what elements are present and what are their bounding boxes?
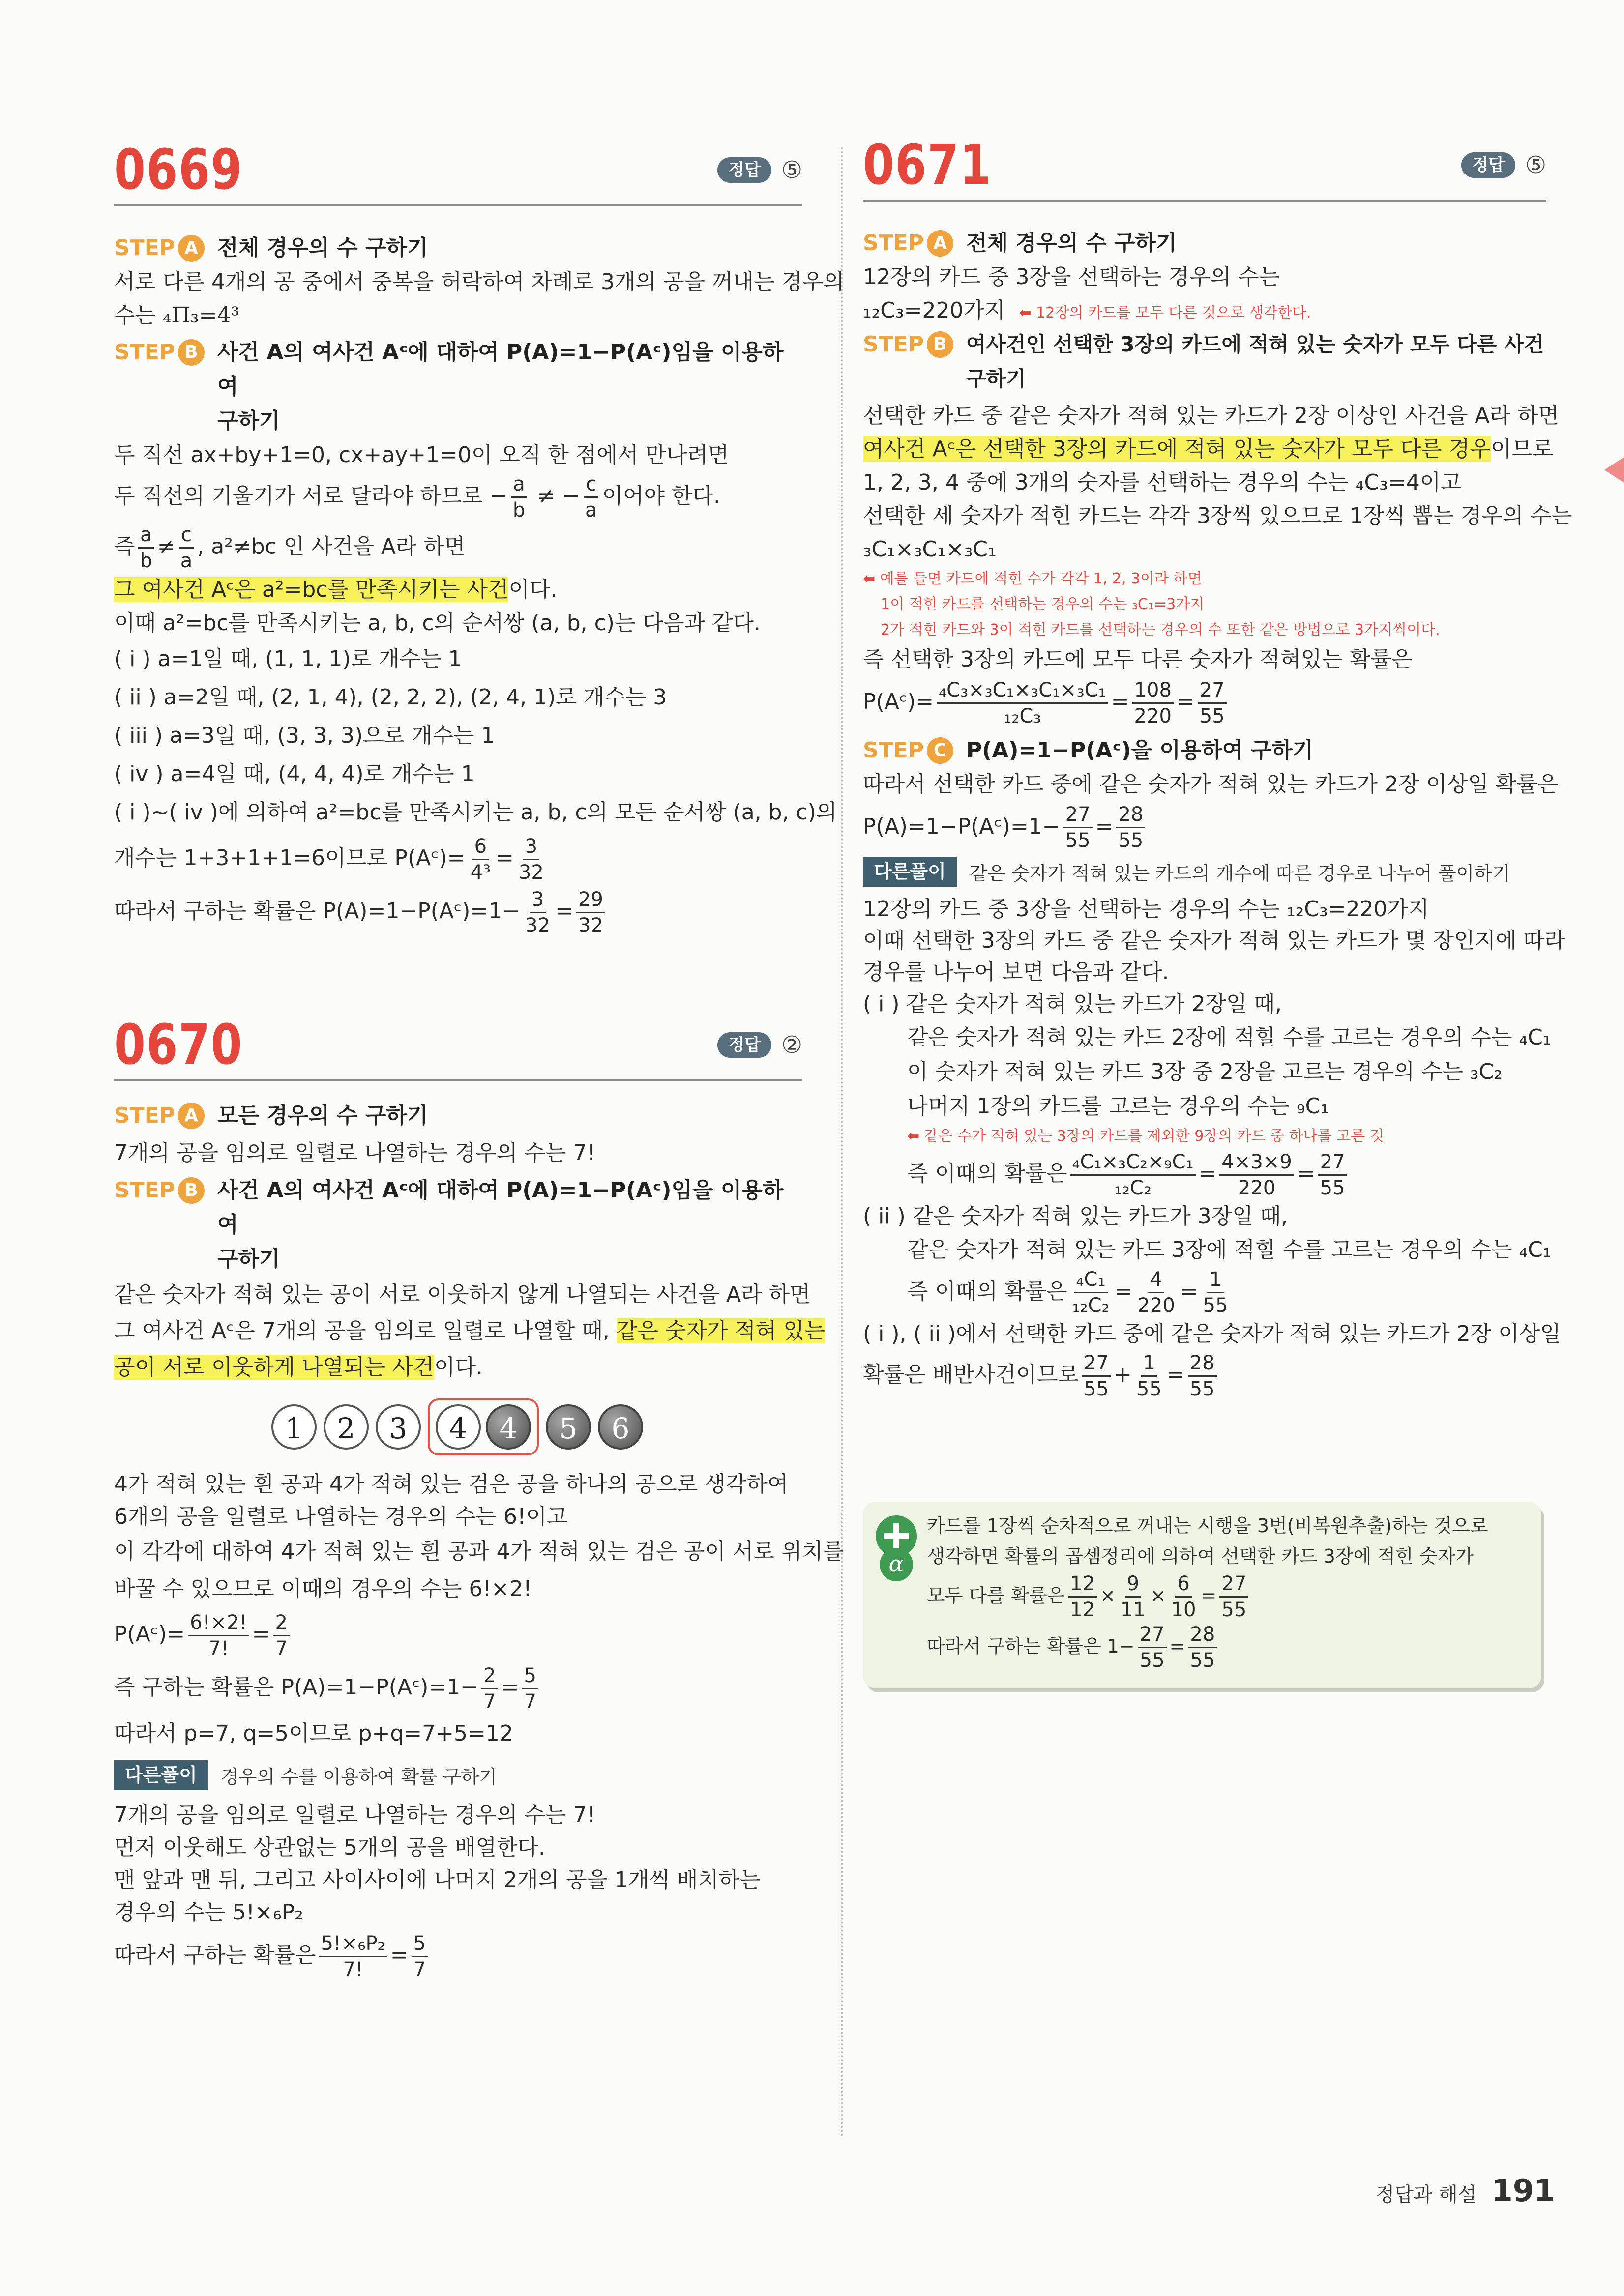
margin-note: ⬅ 12장의 카드를 모두 다른 것으로 생각한다. (1019, 304, 1311, 321)
paired-balls-group (428, 1398, 539, 1455)
step-b (863, 327, 1546, 396)
problem-number: 0669 (114, 138, 243, 202)
text-line: 6개의 공을 일렬로 나열하는 경우의 수는 6!이고 (114, 1504, 568, 1529)
answer-value: ⑤ (781, 156, 802, 184)
text-line: 수는 ₄Π₃=4³ (114, 303, 240, 328)
text-line: 즉 구하는 확률은 P(A)=1−P(Aᶜ)=1− $\frac{2}{7}$ = $\frac{5}{7}$ (114, 1661, 802, 1714)
text-line: 개수는 1+3+1+1=6이므로 P(Aᶜ)= $\frac{6}{\text{4³}}$ = $\frac{3}{32}$ (114, 835, 544, 884)
text-line: ₁₂C₃=220가지 ⬅ 12장의 카드를 모두 다른 것으로 생각한다. (863, 298, 1311, 323)
text-line: 선택한 세 숫자가 적힌 카드는 각각 3장씩 있으므로 1장씩 뽑는 경우의 수는 (863, 503, 1572, 528)
step-letter: B (178, 339, 205, 366)
case-line: ( ii ) a=2일 때, (2, 1, 4), (2, 2, 2), (2, 4, 1)로 개수는 3 (114, 685, 667, 710)
answer-badge: 정답 (1461, 152, 1515, 178)
header-rule (114, 204, 802, 206)
text-line: ₃C₁×₃C₁×₃C₁ (863, 537, 997, 562)
highlighted-text: 공이 서로 이웃하게 나열되는 사건 (114, 1355, 434, 1380)
text-line: 7개의 공을 임의로 일렬로 나열하는 경우의 수는 7! (114, 1802, 596, 1828)
text-line: P(A)=1−P(Aᶜ)=1− $\frac{27}{55}$ = $\frac{28}{55}$ (863, 801, 1546, 853)
alt-solution-header (114, 1760, 802, 1790)
text-line: 7개의 공을 임의로 일렬로 나열하는 경우의 수는 7! (114, 1140, 596, 1165)
problem-0669-body (114, 231, 844, 938)
text-line: 따라서 구하는 확률은 P(A)=1−P(Aᶜ)=1− $\frac{3}{32}$ = $\frac{29}{32}$ (114, 885, 802, 938)
text-line: 선택한 카드 중 같은 숫자가 적혀 있는 카드가 2장 이상인 사건을 A라 하면 (863, 403, 1560, 428)
highlighted-text: 여사건 Aᶜ은 선택한 3장의 카드에 적혀 있는 숫자가 모두 다른 경우 (863, 436, 1491, 462)
step-a (114, 231, 802, 265)
text-line: 이 숫자가 적혀 있는 카드 3장 중 2장을 고르는 경우의 수는 ₃C₂ (907, 1059, 1503, 1085)
step-title-cont: 구하기 (217, 1247, 280, 1272)
tip-line: 생각하면 확률의 곱셈정리에 의하여 선택한 카드 3장에 적힌 숫자가 (927, 1545, 1474, 1567)
white-ball-4: 4 (436, 1404, 481, 1450)
step-letter: B (178, 1177, 205, 1204)
answer-value: ② (781, 1031, 802, 1059)
problem-0671-body (863, 226, 1572, 1401)
step-title: P(A)=1−P(Aᶜ)을 이용하여 구하기 (966, 737, 1314, 763)
step-label: STEP (863, 231, 924, 256)
tip-box (863, 1502, 1541, 1688)
step-title: 사건 A의 여사건 Aᶜ에 대하여 P(A)=1−P(Aᶜ)임을 이용하여 (217, 340, 784, 399)
text-line: 이 각각에 대하여 4가 적혀 있는 흰 공과 4가 적혀 있는 검은 공이 서로 위치를 (114, 1539, 844, 1564)
step-b (114, 335, 802, 438)
ball-diagram (271, 1398, 802, 1455)
alt-solution-badge: 다른풀이 (863, 857, 957, 887)
text-line: 12장의 카드 중 3장을 선택하는 경우의 수는 (863, 264, 1280, 290)
alt-solution-title: 경우의 수를 이용하여 확률 구하기 (220, 1766, 498, 1788)
black-ball-6: 6 (598, 1404, 643, 1450)
step-title: 사건 A의 여사건 Aᶜ에 대하여 P(A)=1−P(Aᶜ)임을 이용하여 (217, 1178, 784, 1237)
note-line: ⬅ 같은 수가 적혀 있는 3장의 카드를 제외한 9장의 카드 중 하나를 고른 것 (907, 1128, 1384, 1145)
svg-text:α: α (888, 1550, 904, 1577)
text-line: 12장의 카드 중 3장을 선택하는 경우의 수는 ₁₂C₃=220가지 (863, 897, 1429, 922)
answer (1461, 151, 1546, 179)
page-number: 191 (1491, 2173, 1555, 2209)
text-line: 그 여사건 Aᶜ은 7개의 공을 임의로 일렬로 나열할 때, 같은 숫자가 적혀 있는 (114, 1318, 826, 1343)
text-line: 경우를 나누어 보면 다음과 같다. (863, 959, 1169, 985)
text-line: 먼저 이웃해도 상관없는 5개의 공을 배열한다. (114, 1835, 545, 1860)
text-line: 나머지 1장의 카드를 고르는 경우의 수는 ₉C₁ (907, 1094, 1329, 1119)
step-label: STEP (114, 1103, 176, 1128)
black-ball-4: 4 (486, 1404, 531, 1450)
alt-solution-badge: 다른풀이 (114, 1760, 208, 1790)
step-letter: B (927, 331, 953, 358)
text-line: 확률은 배반사건이므로 $\frac{27}{55}$ + $\frac{1}{55}$ = $\frac{28}{55}$ (863, 1350, 1546, 1401)
step-label: STEP (114, 1178, 176, 1203)
header-rule (863, 200, 1546, 202)
header-rule (114, 1079, 802, 1081)
alt-solution-title: 같은 숫자가 적혀 있는 카드의 개수에 따른 경우로 나누어 풀이하기 (969, 863, 1510, 885)
text-line: 같은 숫자가 적혀 있는 카드 3장에 적힐 수를 고르는 경우의 수는 ₄C₁ (907, 1237, 1552, 1262)
text-line: 1, 2, 3, 4 중에 3개의 숫자를 선택하는 경우의 수는 ₄C₃=4이고 (863, 470, 1462, 495)
note-line: 2가 적힌 카드와 3이 적힌 카드를 선택하는 경우의 수 또한 같은 방법으로 3가지씩이다. (881, 621, 1440, 639)
text-line: 따라서 구하는 확률은 $\frac{\text{5!×₆P₂}}{7!}$ = $\frac{5}{7}$ (114, 1929, 802, 1982)
text-line: 4가 적혀 있는 흰 공과 4가 적혀 있는 검은 공을 하나의 공으로 생각하여 (114, 1472, 789, 1497)
text-line: 두 직선의 기울기가 서로 달라야 하므로 − $\frac{a}{b}$ ≠ − $\frac{c}{a}$ 이어야 한다. (114, 473, 720, 522)
step-letter: A (178, 235, 205, 262)
text-line: 경우의 수는 5!×₆P₂ (114, 1900, 303, 1925)
step-title-cont: 구하기 (966, 367, 1026, 391)
step-label: STEP (863, 332, 924, 357)
text-line: 즉 $\frac{a}{b}$ ≠ $\frac{c}{a}$ , a²≠bc 인 사건을 A라 하면 (114, 523, 466, 572)
text-line: 같은 숫자가 적혀 있는 카드 2장에 적힐 수를 고르는 경우의 수는 ₄C₁ (907, 1025, 1552, 1050)
step-c (863, 733, 1546, 768)
text-line: 서로 다른 4개의 공 중에서 중복을 허락하여 차례로 3개의 공을 꺼내는 경우의 (114, 269, 844, 294)
text-line: 이때 a²=bc를 만족시키는 a, b, c의 순서쌍 (a, b, c)는 다음과 같다. (114, 610, 761, 636)
step-a (863, 226, 1546, 261)
note-line: ⬅ 예를 들면 카드에 적힌 수가 각각 1, 2, 3이라 하면 (863, 570, 1202, 587)
page-footer (1376, 2173, 1555, 2209)
answer-badge: 정답 (717, 157, 771, 183)
text-line: P(Aᶜ)= $\frac{6!\times 2!}{7!}$ = $\frac{2}{7}$ (114, 1608, 802, 1661)
tip-line: 따라서 구하는 확률은 1− $\frac{27}{55}$ = $\frac{28}{55}$ (927, 1622, 1532, 1673)
ball-1: 1 (271, 1404, 317, 1450)
step-letter: A (927, 230, 953, 257)
ball-2: 2 (324, 1404, 369, 1450)
text-line: 그 여사건 Aᶜ은 a²=bc를 만족시키는 사건이다. (114, 577, 558, 602)
tip-line: 카드를 1장씩 순차적으로 꺼내는 시행을 3번(비복원추출)하는 것으로 (927, 1515, 1488, 1537)
text-line: 즉 이때의 확률은 $\frac{\text{₄C₁×₃C₂×₉C₁}}{\text{₁₂C₂}}$ = $\frac{4\times 3\times 9}{220}$ = $\frac{27}{55}$ (863, 1149, 1546, 1200)
ball-3: 3 (376, 1404, 421, 1450)
text-line: 두 직선 ax+by+1=0, cx+ay+1=0이 오직 한 점에서 만나려면 (114, 442, 729, 467)
step-label: STEP (114, 235, 176, 261)
text-line: 따라서 p=7, q=5이므로 p+q=7+5=12 (114, 1721, 513, 1746)
note-line: 1이 적힌 카드를 선택하는 경우의 수는 ₃C₁=3가지 (881, 596, 1205, 613)
answer (717, 1031, 802, 1059)
step-letter: A (178, 1103, 205, 1129)
case-line: ( i ) 같은 숫자가 적혀 있는 카드가 2장일 때, (863, 991, 1282, 1017)
plus-alpha-icon (874, 1513, 919, 1582)
step-letter: C (927, 737, 953, 764)
text-line: P(Aᶜ)= $\frac{\text{₄C₃×₃C₁×₃C₁×₃C₁}}{\text{₁₂C₃}}$ = $\frac{108}{220}$ = $\frac{27}{55}$ (863, 676, 1546, 728)
highlighted-text: 그 여사건 Aᶜ은 a²=bc를 만족시키는 사건 (114, 577, 509, 602)
text-line: ( i ), ( ii )에서 선택한 카드 중에 같은 숫자가 적혀 있는 카드가 2장 이상일 (863, 1321, 1561, 1347)
problem-number: 0671 (863, 133, 992, 197)
text-line: 바꿀 수 있으므로 이때의 경우의 수는 6!×2! (114, 1576, 532, 1601)
alt-solution-header (863, 857, 1546, 887)
case-line: ( iii ) a=3일 때, (3, 3, 3)으로 개수는 1 (114, 723, 495, 748)
step-title: 모든 경우의 수 구하기 (217, 1103, 428, 1128)
text-line: 맨 앞과 맨 뒤, 그리고 사이사이에 나머지 2개의 공을 1개씩 배치하는 (114, 1867, 761, 1893)
black-ball-5: 5 (546, 1404, 591, 1450)
step-title: 전체 경우의 수 구하기 (217, 235, 428, 261)
step-label: STEP (863, 737, 924, 763)
step-title-cont: 구하기 (217, 408, 280, 434)
answer-value: ⑤ (1525, 151, 1546, 179)
column-divider (841, 147, 843, 2138)
tip-line: 모두 다를 확률은 $\frac{12}{12}$ × $\frac{9}{11}$ × $\frac{6}{10}$ = $\frac{27}{55}$ (927, 1571, 1532, 1622)
answer (717, 156, 802, 184)
page-side-tab (1604, 457, 1624, 483)
step-label: STEP (114, 340, 176, 365)
text-line: 즉 선택한 3장의 카드에 모두 다른 숫자가 적혀있는 확률은 (863, 647, 1413, 672)
step-title: 전체 경우의 수 구하기 (966, 231, 1177, 256)
highlighted-text: 같은 숫자가 적혀 있는 (616, 1318, 826, 1343)
step-b (114, 1173, 802, 1277)
text-line: 여사건 Aᶜ은 선택한 3장의 카드에 적혀 있는 숫자가 모두 다른 경우이므로 (863, 436, 1554, 462)
problem-number: 0670 (114, 1013, 243, 1077)
text-line: 이때 선택한 3장의 카드 중 같은 숫자가 적혀 있는 카드가 몇 장인지에 따라 (863, 928, 1565, 954)
step-a (114, 1099, 802, 1133)
text-line: 즉 이때의 확률은 $\frac{\text{₄C₁}}{\text{₁₂C₂}}$ = $\frac{4}{220}$ = $\frac{1}{55}$ (907, 1268, 1228, 1317)
case-line: ( i )~( iv )에 의하여 a²=bc를 만족시키는 a, b, c의 모든 순서쌍 (a, b, c)의 (114, 800, 837, 825)
answer-badge: 정답 (717, 1032, 771, 1058)
tip-content (927, 1511, 1532, 1673)
text-line: 같은 숫자가 적혀 있는 공이 서로 이웃하지 않게 나열되는 사건을 A라 하면 (114, 1282, 811, 1307)
step-title: 여사건인 선택한 3장의 카드에 적혀 있는 숫자가 모두 다른 사건 (966, 332, 1544, 356)
case-line: ( iv ) a=4일 때, (4, 4, 4)로 개수는 1 (114, 761, 475, 786)
text-line: 따라서 선택한 카드 중에 같은 숫자가 적혀 있는 카드가 2장 이상일 확률은 (863, 771, 1559, 797)
case-line: ( i ) a=1일 때, (1, 1, 1)로 개수는 1 (114, 646, 462, 671)
footer-label: 정답과 해설 (1375, 2183, 1477, 2206)
problem-0670-body (114, 1099, 844, 1982)
case-line: ( ii ) 같은 숫자가 적혀 있는 카드가 3장일 때, (863, 1203, 1288, 1229)
text-line: 공이 서로 이웃하게 나열되는 사건이다. (114, 1355, 483, 1380)
